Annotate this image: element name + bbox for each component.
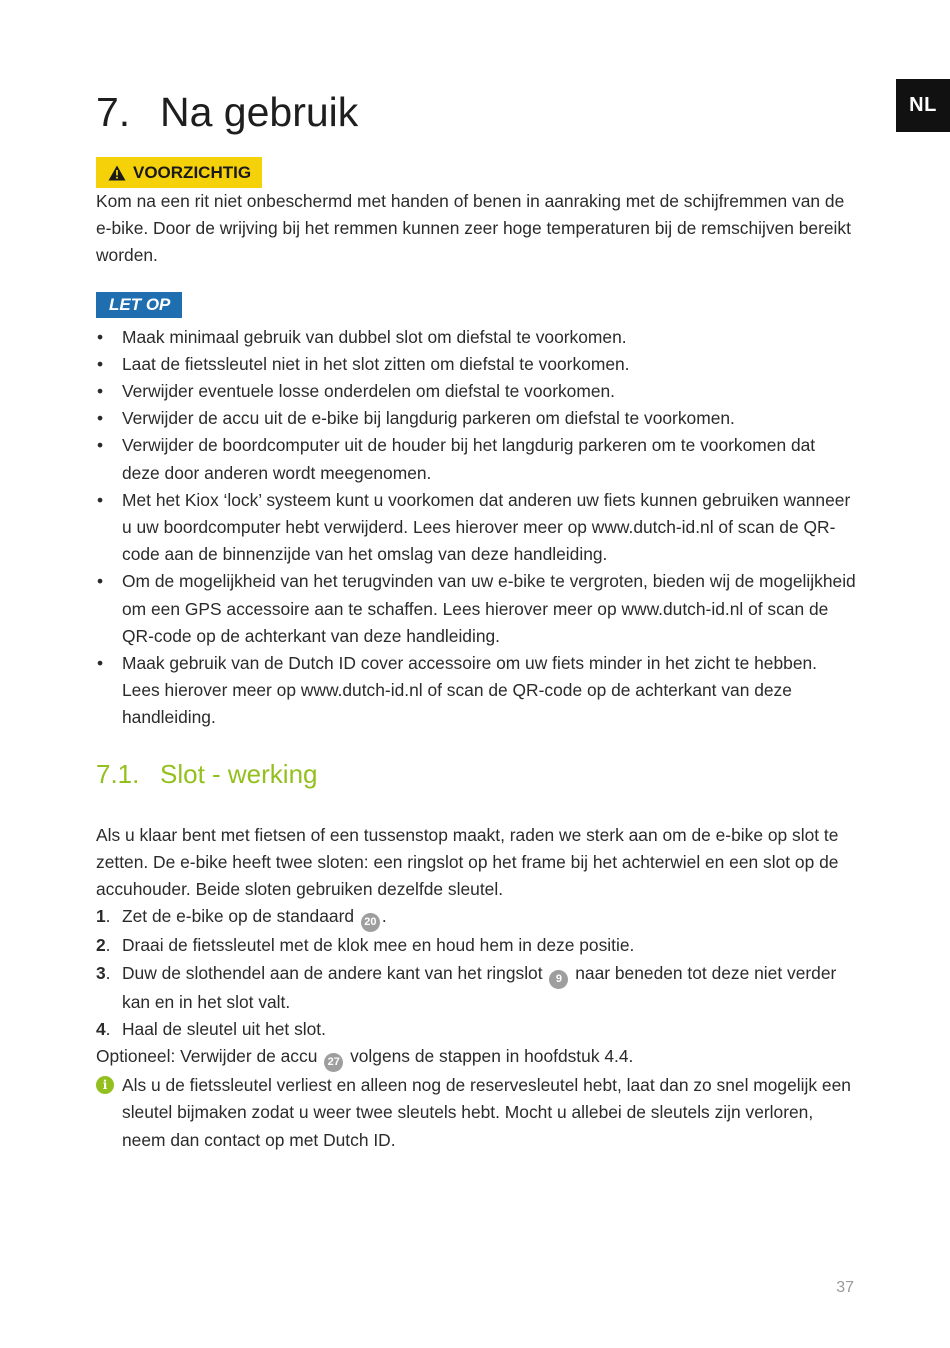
note-badge: LET OP bbox=[96, 292, 182, 318]
warning-badge bbox=[96, 157, 262, 188]
list-item: • Met het Kiox ‘lock’ systeem kunt u voorkomen dat anderen uw fiets kunnen gebruiken wanneer u uw boordcomputer hebt verwijderd. Lees hierover meer op www.dutch-id.nl of scan de QR-code aan de binnenzijde van het omslag van deze handleiding. bbox=[97, 489, 851, 565]
list-item: • Verwijder de accu uit de e-bike bij langdurig parkeren om diefstal te voorkomen. bbox=[97, 408, 735, 429]
list-item: • Maak gebruik van de Dutch ID cover accessoire om uw fiets minder in het zicht te hebben. Lees hierover meer op www.dutch-id.nl of scan de QR-code op de achterkant van deze handleiding. bbox=[97, 653, 817, 728]
warning-triangle-icon bbox=[108, 165, 126, 181]
reference-badge: 9 bbox=[549, 970, 568, 989]
section-title-text: Slot - werking bbox=[160, 758, 318, 789]
language-tab: NL bbox=[896, 79, 950, 132]
step-item: 2. Draai de fietssleutel met de klok mee en houd hem in deze positie. bbox=[96, 935, 635, 956]
reference-badge: 20 bbox=[361, 913, 380, 932]
steps-list bbox=[96, 903, 856, 1043]
section-intro: Als u klaar bent met fietsen of een tussenstop maakt, raden we sterk aan om de e-bike op slot te zetten. De e-bike heeft twee sloten: een ringslot op het frame bij het achterwiel en een slot op de accuhouder. Beide sloten gebruiken dezelfde sleutel. bbox=[96, 824, 839, 900]
list-item: • Laat de fietssleutel niet in het slot zitten om diefstal te voorkomen. bbox=[97, 353, 630, 374]
page-number: 37 bbox=[836, 1279, 854, 1296]
chapter-title-text: Na gebruik bbox=[160, 89, 359, 135]
optional-step: Optioneel: Verwijder de accu 27 volgens de stappen in hoofdstuk 4.4. bbox=[96, 1043, 856, 1072]
list-item: • Maak minimaal gebruik van dubbel slot om diefstal te voorkomen. bbox=[97, 326, 627, 347]
reference-badge: 27 bbox=[324, 1053, 343, 1072]
chapter-number: 7. bbox=[96, 89, 131, 135]
info-text: Als u de fietssleutel verliest en alleen nog de reservesleutel hebt, laat dan zo snel mogelijk een sleutel bijmaken zodat u weer twee sleutels hebt. Mocht u allebei de sleutels zijn verloren, neem dan contact op met Dutch ID. bbox=[122, 1075, 851, 1150]
info-icon: i bbox=[96, 1076, 114, 1094]
warning-label: VOORZICHTIG bbox=[133, 162, 252, 182]
page-content bbox=[96, 84, 856, 1154]
list-item: • Verwijder de boordcomputer uit de houder bij het langdurig parkeren om te voorkomen dat deze door anderen wordt meegenomen. bbox=[97, 435, 816, 483]
step-item: 3. Duw de slothendel aan de andere kant van het ringslot 9 naar beneden tot deze niet verder kan en in het slot valt. bbox=[96, 962, 837, 1012]
section-number: 7.1. bbox=[96, 758, 140, 789]
note-list bbox=[96, 324, 856, 732]
step-item: 1. Zet de e-bike op de standaard 20 . bbox=[96, 903, 856, 932]
list-item: • Om de mogelijkheid van het terugvinden van uw e-bike te vergroten, bieden wij de mogelijkheid om een GPS accessoire aan te schaffen. Lees hierover meer op www.dutch-id.nl of scan de QR-code op de achterkant van deze handleiding. bbox=[97, 571, 856, 646]
step-item: 4. Haal de sleutel uit het slot. bbox=[96, 1018, 326, 1039]
info-note bbox=[96, 1072, 856, 1154]
chapter-title bbox=[96, 84, 856, 140]
warning-text: Kom na een rit niet onbeschermd met handen of benen in aanraking met de schijfremmen van de e-bike. Door de wrijving bij het remmen kunnen zeer hoge temperaturen bij de remschijven bereikt worden. bbox=[96, 191, 851, 266]
section-title bbox=[96, 754, 856, 794]
list-item: • Verwijder eventuele losse onderdelen om diefstal te voorkomen. bbox=[97, 381, 616, 402]
